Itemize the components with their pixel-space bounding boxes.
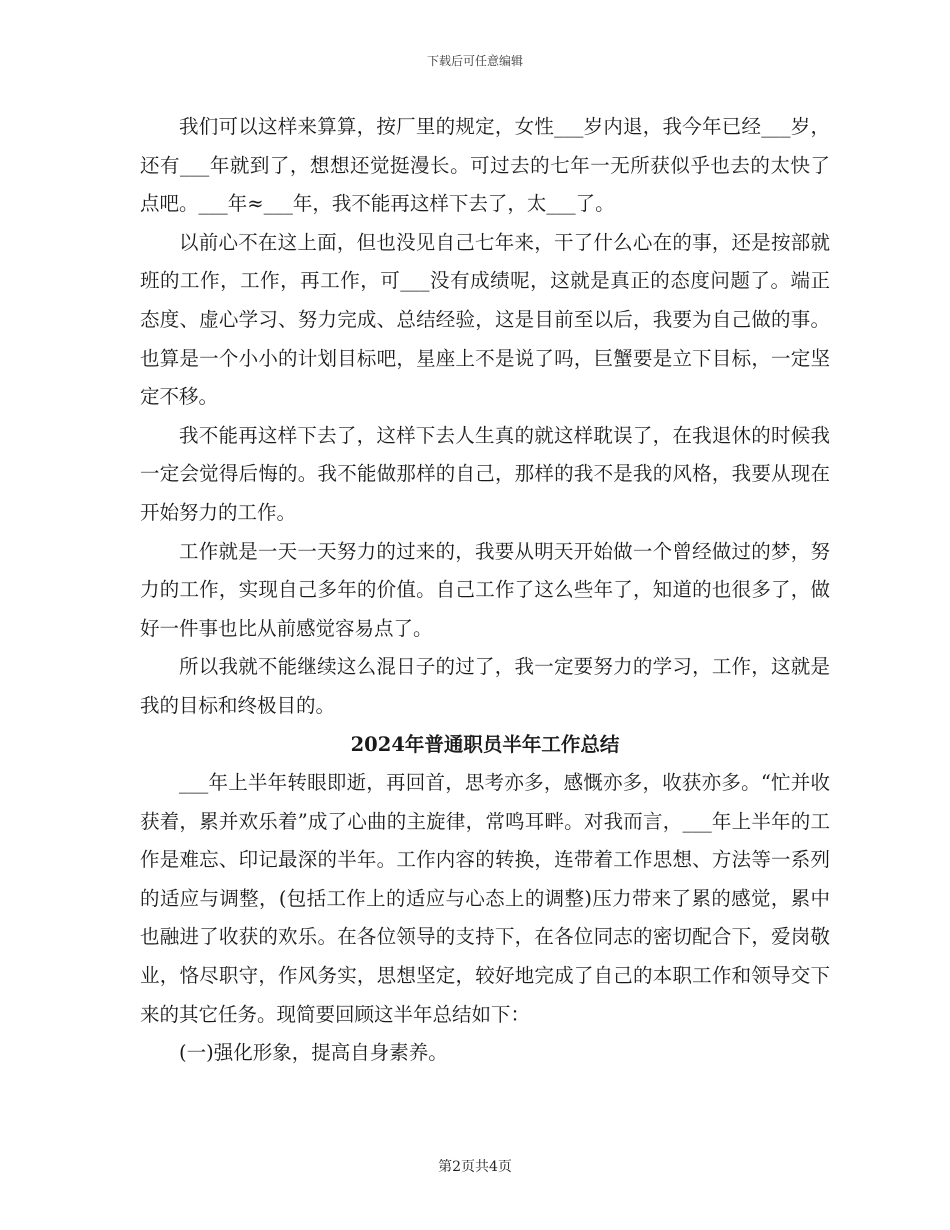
- paragraph: (一)强化形象，提高自身素养。: [179, 1041, 448, 1065]
- paragraph: 我们可以这样来算算，按厂里的规定，女性___岁内退，我今年已经___岁，还有___年就到了，想想还觉挺漫长。可过去的七年一无所获似乎也去的太快了点吧。___年≈___年，我不能再这样下去了，太___了。: [140, 115, 830, 216]
- document-body: [140, 108, 830, 1073]
- header-note: 下载后可任意编辑: [426, 54, 523, 68]
- paragraph: 工作就是一天一天努力的过来的，我要从明天开始做一个曾经做过的梦，努力的工作，实现自己多年的价值。自己工作了这么些年了，知道的也很多了，做好一件事也比从前感觉容易点了。: [140, 539, 830, 640]
- paragraph: 以前心不在这上面，但也没见自己七年来，干了什么心在的事，还是按部就班的工作，工作，再工作，可___没有成绩呢，这就是真正的态度问题了。端正态度、虚心学习、努力完成、总结经验，这是目前至以后，我要为自己做的事。也算是一个小小的计划目标吧，星座上不是说了吗，巨蟹要是立下目标，一定坚定不移。: [140, 230, 830, 409]
- section-title: 2024年普通职员半年工作总结: [350, 732, 620, 756]
- paragraph: 所以我就不能继续这么混日子的过了，我一定要努力的学习，工作，这就是我的目标和终极目的。: [140, 655, 830, 717]
- paragraph: 我不能再这样下去了，这样下去人生真的就这样耽误了，在我退休的时候我一定会觉得后悔的。我不能做那样的自己，那样的我不是我的风格，我要从现在开始努力的工作。: [140, 423, 830, 524]
- paragraph: ___年上半年转眼即逝，再回首，思考亦多，感慨亦多，收获亦多。“忙并收获着，累并欢乐着”成了心曲的主旋律，常鸣耳畔。对我而言，___年上半年的工作是难忘、印记最深的半年。工作内容的转换，连带着工作思想、方法等一系列的适应与调整，(包括工作上的适应与心态上的调整)压力带来了累的感觉，累中也融进了收获的欢乐。在各位领导的支持下，在各位同志的密切配合下，爱岗敬业，恪尽职守，作风务实，思想坚定，较好地完成了自己的本职工作和领导交下来的其它任务。现简要回顾这半年总结如下：: [140, 771, 830, 1026]
- page-indicator: 第2页共4页: [438, 1159, 512, 1175]
